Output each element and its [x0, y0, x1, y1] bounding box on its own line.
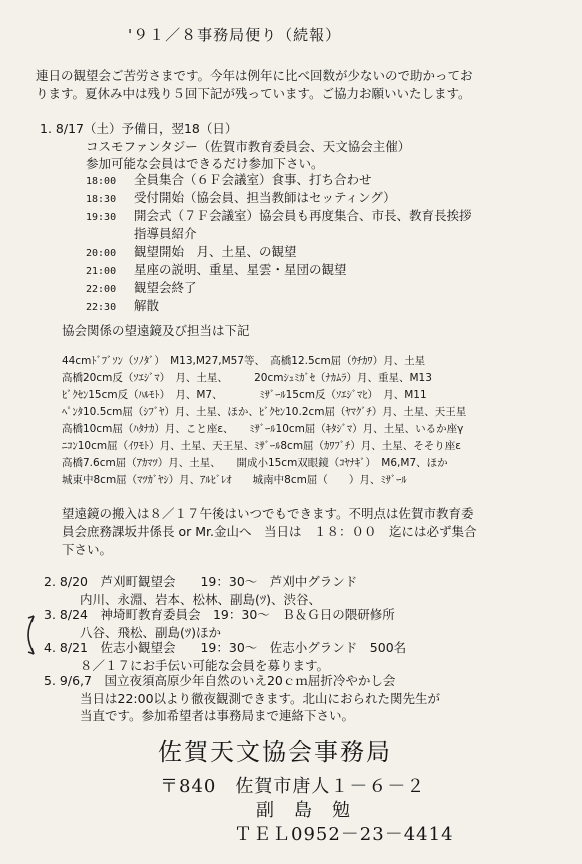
page-title: '９１／８事務局便り（続報）: [128, 26, 342, 44]
item1-head: 1. 8/17（土）予備日，翌18（日）: [40, 121, 238, 136]
telescope-line: 高橋7.6cm屈（ｱｶﾏﾂ）月、土星、 開成小15cm双眼鏡（ｺﾔﾅｷﾞ） M6,M7、ほか: [62, 457, 448, 469]
schedule-text: 指導員紹介: [134, 226, 197, 241]
footer-tel: ＴＥＬ0952－23－4414: [234, 824, 454, 845]
footer-org: 佐賀天文協会事務局: [158, 738, 392, 766]
item2-sub: 内川、永淵、岩本、松林、副島(ﾂ)、渋谷、: [80, 592, 322, 607]
intro-line-2: ります。夏休み中は残り５回下記が残っています。ご協力お願いいたします。: [36, 86, 471, 101]
telescope-heading: 協会関係の望遠鏡及び担当は下記: [62, 323, 250, 338]
telescope-line: 高橋20cm反（ｿｴｼﾞﾏ） 月、土星、 20cmｼｭﾐｶﾞｾ（ﾅｶﾑﾗ）月、重星、M13: [62, 372, 432, 384]
schedule-time: 18:00: [86, 176, 117, 187]
footer-name: 副 島 勉: [256, 800, 351, 821]
item3-head: 3. 8/24 神埼町教育委員会 19：30〜 Ｂ＆Ｇ日の隈研修所: [44, 607, 395, 622]
schedule-time: 22:30: [86, 302, 117, 313]
schedule-text: 観望開始 月、土星、の観望: [134, 244, 297, 259]
item1-line-2: 参加可能な会員はできるだけ参加下さい。: [86, 156, 324, 171]
schedule-time: 20:00: [86, 248, 117, 259]
schedule-text: 開会式（７Ｆ会議室）協会員も再度集合、市長、教育長挨拶: [134, 208, 472, 223]
transport-line-2: 員会庶務課坂井係長 or Mr.金山へ 当日は １８：００ 迄には必ず集合: [62, 524, 477, 539]
item4-sub: ８／１７にお手伝い可能な会員を募ります。: [80, 658, 330, 673]
telescope-line: ﾋﾞｸｾﾝ15cm反（ﾊﾙﾓﾄ） 月、M7、 ﾐｻﾞｰﾙ15cm反（ｿｴｼﾞﾏﾋ） 月、M11: [62, 389, 427, 401]
telescope-line: 44cmﾄﾞﾌﾞｿﾝ（ｿﾉﾀﾞ） M13,M27,M57等、 高橋12.5cm屈（ｳﾁｶﾜ）月、土星: [62, 355, 426, 367]
schedule-time: 18:30: [86, 194, 117, 205]
telescope-line: ﾆｺﾝ10cm屈（ｲﾜﾓﾄ）月、土星、天王星、ﾐｻﾞｰﾙ8cm屈（ｶﾜﾌﾞﾁ）月、土星、そそり座ε: [62, 440, 461, 452]
item5-sub2: 当直です。参加希望者は事務局まで連絡下さい。: [80, 708, 355, 723]
intro-line-1: 連日の観望会ご苦労さまです。今年は例年に比べ回数が少ないので助かってお: [36, 68, 473, 83]
telescope-line: 城東中8cm屈（ﾏﾂｶﾞﾔｼ）月、ｱﾙﾋﾞﾚｵ 城南中8cm屈（ ）月、ﾐｻﾞｰﾙ: [62, 474, 407, 486]
footer-address: 〒840 佐賀市唐人１－６－２: [160, 776, 426, 797]
item2-head: 2. 8/20 芦刈町観望会 19：30〜 芦刈中グランド: [44, 574, 358, 589]
schedule-time: 19:30: [86, 212, 117, 223]
item5-head: 5. 9/6,7 国立夜須高原少年自然のいえ20ｃｍ屈折冷やかし会: [44, 673, 396, 688]
item4-head: 4. 8/21 佐志小観望会 19：30〜 佐志小グランド 500名: [44, 640, 407, 655]
schedule-text: 観望会終了: [134, 280, 197, 295]
schedule-text: 全員集合（６Ｆ会議室）食事、打ち合わせ: [134, 172, 372, 187]
item1-line-1: コスモファンタジー（佐賀市教育委員会、天文協会主催）: [86, 139, 411, 154]
transport-line-3: 下さい。: [62, 542, 113, 557]
telescope-line: 高橋10cm屈（ﾊﾀﾅｶ）月、こと座ε、 ﾐｻﾞｰﾙ10cm屈（ｷﾀｼﾞﾏ）月、土星、いるか座γ: [62, 423, 464, 435]
swap-arrow-icon: [20, 610, 46, 660]
schedule-text: 星座の説明、重星、星雲・星団の観望: [134, 262, 347, 277]
schedule-text: 解散: [134, 298, 160, 313]
telescope-line: ﾍﾟﾝﾀ10.5cm屈（ｼﾌﾞﾔ）月、土星、ほか、ﾋﾞｸｾﾝ10.2cm屈（ﾔﾏｸﾞﾁ）月、土星、天王星: [62, 406, 467, 418]
schedule-time: 21:00: [86, 266, 117, 277]
schedule-text: 受付開始（協会員、担当教師はセッティング）: [134, 190, 396, 205]
item3-sub: 八谷、飛松、副島(ﾂ)ほか: [80, 625, 222, 640]
transport-line-1: 望遠鏡の搬入は８／１７午後はいつでもできます。不明点は佐賀市教育委: [62, 506, 474, 521]
schedule-time: 22:00: [86, 284, 117, 295]
item5-sub: 当日は22:00以より徹夜観測できます。北山におられた関先生が: [80, 691, 441, 706]
